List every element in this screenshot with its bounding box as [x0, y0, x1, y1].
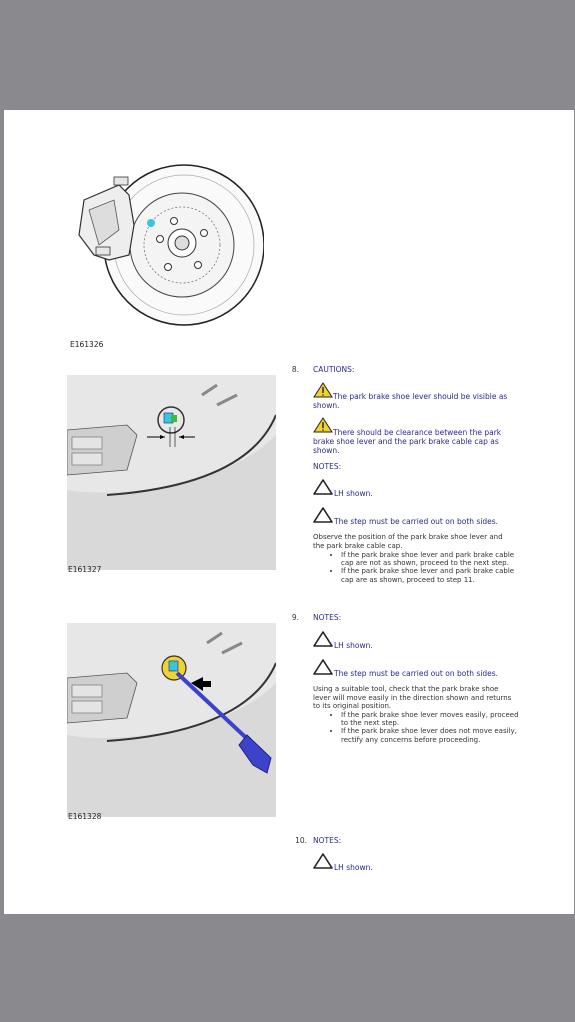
- note-text: The step must be carried out on both sides.: [334, 517, 499, 526]
- step-bullet-list: [313, 551, 523, 584]
- figure-label: E161326: [70, 340, 104, 349]
- note-icon: [313, 852, 333, 869]
- list-item: • If the park brake shoe lever moves easily, proceed to the next step.: [341, 711, 523, 727]
- note-icon: [313, 630, 333, 647]
- figure-park-brake-tool-check: [67, 623, 276, 817]
- park-brake-tool-illustration: [67, 623, 276, 817]
- list-item: • If the park brake shoe lever and park brake cable cap are not as shown, proceed to the next step.: [341, 551, 523, 567]
- caution-text: The park brake shoe lever should be visible as shown.: [313, 392, 508, 410]
- list-item: • If the park brake shoe lever and park brake cable cap are as shown, proceed to step 11.: [341, 567, 523, 583]
- note-text: LH shown.: [334, 641, 373, 650]
- figure-label: E161328: [68, 812, 102, 821]
- figure-brake-disc: [64, 155, 264, 345]
- note-icon: [313, 478, 333, 495]
- note-icon: [313, 658, 333, 675]
- step-number: 8.: [291, 365, 299, 374]
- step-paragraph: Observe the position of the park brake shoe lever and the park brake cable cap.: [313, 533, 503, 550]
- note-text: LH shown.: [334, 863, 373, 872]
- cautions-heading: CAUTIONS:: [313, 365, 355, 374]
- step-number: 9.: [291, 613, 299, 622]
- caution-text: There should be clearance between the park brake shoe lever and the park brake cable cap as shown.: [313, 428, 502, 455]
- step-paragraph: Using a suitable tool, check that the park brake shoe lever will move easily in the direction shown and returns to its original position.: [313, 685, 512, 710]
- document-page: [4, 110, 574, 914]
- park-brake-lever-illustration: [67, 375, 276, 570]
- list-item: • If the park brake shoe lever does not move easily, rectify any concerns before proceeding.: [341, 727, 523, 743]
- brake-disc-illustration: [64, 155, 264, 345]
- step-bullet-list: [313, 711, 523, 744]
- notes-heading: NOTES:: [313, 836, 342, 845]
- note-icon: [313, 506, 333, 523]
- figure-label: E161327: [68, 565, 102, 574]
- notes-heading: NOTES:: [313, 613, 342, 622]
- note-text: LH shown.: [334, 489, 373, 498]
- note-text: The step must be carried out on both sides.: [334, 669, 499, 678]
- figure-park-brake-lever: [67, 375, 276, 570]
- notes-heading: NOTES:: [313, 462, 342, 471]
- step-number: 10.: [295, 836, 307, 845]
